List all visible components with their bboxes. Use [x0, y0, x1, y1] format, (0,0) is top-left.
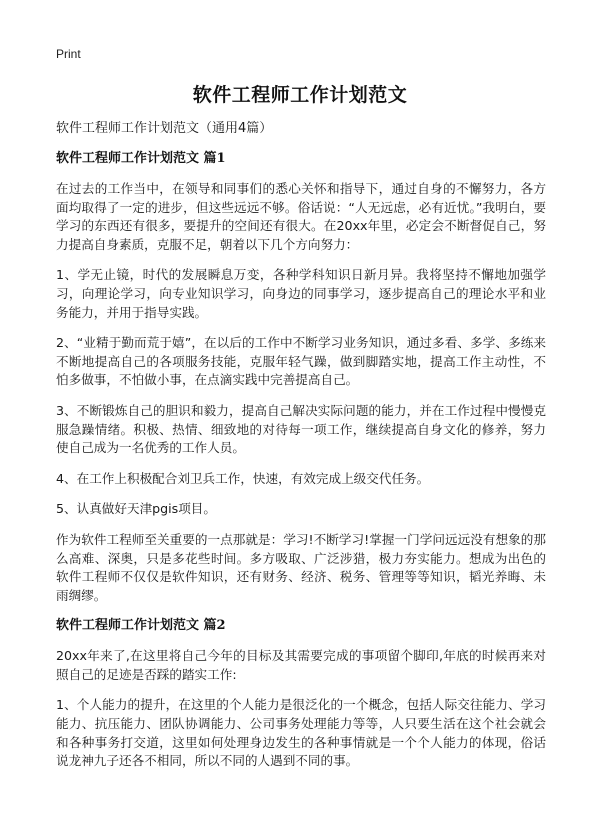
paragraph: 1、学无止镜，时代的发展瞬息万变，各种学科知识日新月异。我将坚持不懈地加强学习，向理论学习，向专业知识学习，向身边的同事学习，逐步提高自己的理论水平和业务能力，并用于指导实践。: [56, 267, 546, 320]
paragraph: 2、“业精于勤而荒于嬉”，在以后的工作中不断学习业务知识，通过多看、多学、多练来不断地提高自己的各项服务技能，克服年轻气躁，做到脚踏实地，提高工作主动性，不怕多做事，不怕做小事，在点滴实践中完善提高自己。: [56, 335, 546, 388]
paragraph: 20xx年来了,在这里将自己今年的目标及其需要完成的事项留个脚印,年底的时候再来对照自己的足迹是否踩的踏实工作:: [56, 648, 546, 682]
section-2: [56, 617, 546, 771]
print-label[interactable]: Print: [56, 47, 81, 61]
section-heading: 软件工程师工作计划范文 篇2: [56, 618, 226, 634]
section-heading: 软件工程师工作计划范文 篇1: [56, 151, 226, 166]
paragraph: 4、在工作上积极配合刘卫兵工作，快速，有效完成上级交代任务。: [56, 470, 430, 486]
paragraph: 5、认真做好天津pgis项目。: [56, 501, 216, 517]
document-body: [56, 120, 546, 783]
paragraph: 3、不断锻炼自己的胆识和毅力，提高自己解决实际问题的能力，并在工作过程中慢慢克服急躁情绪。积极、热情、细致地的对待每一项工作，继续提高自身文化的修养，努力使自己成为一名优秀的工作人员。: [56, 402, 546, 456]
section-1: [56, 150, 546, 605]
paragraph: 在过去的工作当中，在领导和同事们的悉心关怀和指导下，通过自身的不懈努力，各方面均取得了一定的进步，但这些远远不够。俗话说：“人无远虑，必有近忧。”我明白，要学习的东西还有很多，要提升的空间还有很大。在20xx年里，必定会不断督促自己，努力提高自身素质，克服不足，朝着以下几个方向努力：: [56, 181, 546, 252]
paragraph: 作为软件工程师至关重要的一点那就是：学习!不断学习!掌握一门学问远远没有想象的那么高难、深奥，只是多花些时间。多方吸取、广泛涉猎，极力夯实能力。想成为出色的软件工程师不仅仅是软件知识，还有财务、经济、税务、管理等等知识，韬光养晦、未雨绸缪。: [56, 531, 546, 603]
document-subtitle: 软件工程师工作计划范文（通用4篇）: [56, 121, 273, 136]
paragraph: 1、个人能力的提升，在这里的个人能力是很泛化的一个概念，包括人际交往能力、学习能力、抗压能力、团队协调能力、公司事务处理能力等等，人只要生活在这个社会就会和各种事务打交道，这里如何处理身边发生的各种事情就是一个个人能力的体现，俗话说龙神九子还各不相同，所以不同的人遇到不同的事。: [56, 697, 546, 769]
page-title: 软件工程师工作计划范文: [192, 84, 408, 106]
